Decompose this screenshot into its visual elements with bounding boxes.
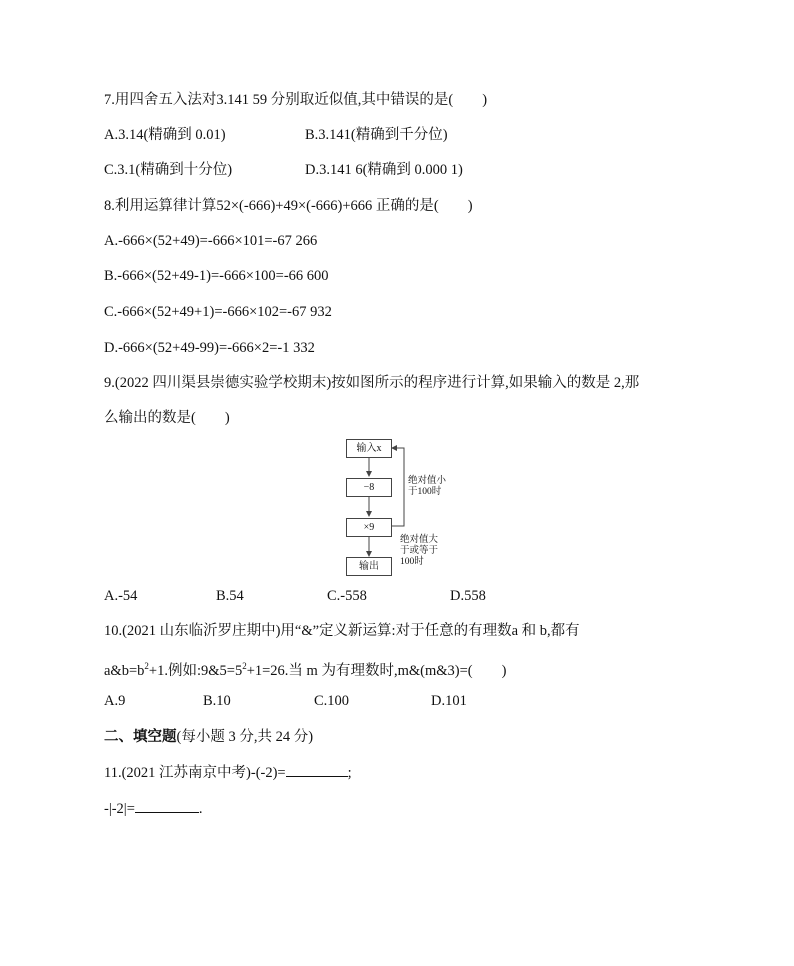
q11-blank1[interactable]: [286, 762, 348, 777]
q11-line2: [104, 798, 203, 819]
q9-option-c: C.-558: [327, 588, 367, 604]
q7-option-c: C.3.1(精确到十分位): [104, 162, 233, 178]
q7-option-a: A.3.14(精确到 0.01): [104, 127, 226, 143]
q10-option-d: D.101: [431, 693, 467, 709]
section2-title: 二、填空题: [104, 729, 177, 745]
q8-option-c: C.-666×(52+49+1)=-666×102=-67 932: [104, 304, 332, 320]
q8-option-d: D.-666×(52+49-99)=-666×2=-1 332: [104, 340, 315, 356]
q7-option-d: D.3.141 6(精确到 0.000 1): [305, 162, 463, 178]
section2-heading: [104, 727, 313, 747]
flow-exit-note: 绝对值大 于或等于 100时: [400, 535, 439, 567]
q8-option-b: B.-666×(52+49-1)=-666×100=-66 600: [104, 268, 329, 284]
q7-option-b: B.3.141(精确到千分位): [305, 127, 448, 143]
q10-sup1: 2: [144, 661, 149, 671]
flow-output-box: 输出: [346, 557, 392, 576]
q10-stem-part3: +1=26.当 m 为有理数时,m&(m&3)=( ): [246, 662, 507, 679]
flowchart: [330, 432, 480, 577]
section2-note: (每小题 3 分,共 24 分): [176, 729, 314, 745]
flow-times-box: ×9: [346, 518, 392, 537]
q9-stem-line1: 9.(2022 四川渠县崇德实验学校期末)按如图所示的程序进行计算,如果输入的数是 2,那: [104, 375, 640, 391]
q11-line1: [104, 762, 352, 783]
q10-stem-part1: a&b=b: [104, 662, 145, 679]
flow-input-box: 输入x: [346, 439, 392, 458]
q11-line1-text: 11.(2021 江苏南京中考)-(-2)=: [104, 765, 286, 781]
q10-option-a: A.9: [104, 693, 126, 709]
q10-option-c: C.100: [314, 693, 350, 709]
q11-line2-end: .: [198, 801, 203, 817]
flow-loop-note: 绝对值小 于100时: [408, 476, 447, 497]
q10-stem-part2: +1.例如:9&5=5: [148, 662, 243, 679]
q9-option-d: D.558: [450, 588, 486, 604]
q9-option-a: A.-54: [104, 588, 138, 604]
q9-option-b: B.54: [216, 588, 244, 604]
q10-stem-line2: [104, 656, 506, 681]
q8-stem: 8.利用运算律计算52×(-666)+49×(-666)+666 正确的是( ): [104, 198, 473, 214]
q10-stem-line1: 10.(2021 山东临沂罗庄期中)用“&”定义新运算:对于任意的有理数a 和 b,都有: [104, 623, 580, 639]
q10-option-b: B.10: [203, 693, 231, 709]
q10-sup2: 2: [242, 661, 247, 671]
flow-minus-box: −8: [346, 478, 392, 497]
q11-line1-end: ;: [347, 765, 352, 781]
q11-blank2[interactable]: [135, 798, 199, 813]
q9-stem-line2: 么输出的数是( ): [104, 410, 230, 426]
q8-option-a: A.-666×(52+49)=-666×101=-67 266: [104, 233, 318, 249]
q11-line2-text: -|-2|=: [104, 801, 135, 817]
q7-stem: 7.用四舍五入法对3.141 59 分别取近似值,其中错误的是( ): [104, 92, 488, 108]
